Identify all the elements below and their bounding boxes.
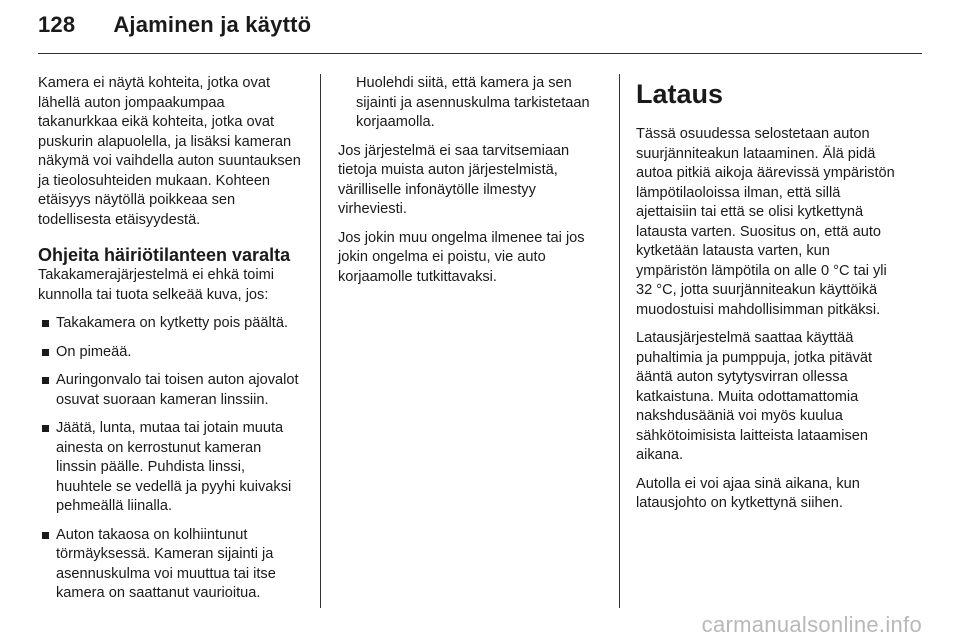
bullet-square-icon bbox=[42, 532, 49, 539]
column-divider bbox=[320, 74, 321, 608]
troubleshooting-heading: Ohjeita häiriötilanteen varalta bbox=[38, 245, 291, 265]
list-item: Takakamera on kytketty pois päältä. bbox=[38, 314, 304, 334]
troubleshooting-list bbox=[38, 314, 304, 604]
list-item: Auton takaosa on kolhiintunut törmäyksessä. Kameran sijainti ja asennuskulma voi muuttua tai itse kamera on saattanut vaurioitua. bbox=[38, 526, 304, 604]
bullet-square-icon bbox=[42, 349, 49, 356]
bullet-continuation: Huolehdi siitä, että kamera ja sen sijainti ja asennuskulma tarkistetaan korjaamolla. bbox=[356, 75, 590, 130]
bullet-square-icon bbox=[42, 425, 49, 432]
page-number: 128 bbox=[38, 12, 76, 37]
list-item: On pimeää. bbox=[38, 343, 304, 363]
column-divider bbox=[619, 74, 620, 608]
column-1 bbox=[38, 74, 304, 613]
info-paragraph: Jos järjestelmä ei saa tarvitsemiaan tietoja muista auton järjestelmistä, värilliselle infonäytölle ilmestyy virheviesti. bbox=[338, 142, 570, 217]
charging-heading: Lataus bbox=[636, 79, 724, 109]
watermark: carmanualsonline.info bbox=[701, 612, 922, 637]
bullet-square-icon bbox=[42, 320, 49, 327]
intro-paragraph: Kamera ei näytä kohteita, jotka ovat lähellä auton jompaakumpaa takanurkkaa eikä kohteita, jotka ovat puskurin alapuolella, ja lisäksi kameran näkymä voi vaihdella auton suuntauksen ja tieolosuhteiden mukaan. Kohteen etäisyys näytöllä poikkeaa sen todellisesta etäisyydestä. bbox=[38, 75, 301, 228]
list-item: Jäätä, lunta, mutaa tai jotain muuta ainesta on kerrostunut kameran linssin päälle. Puhdista linssi, huuhtele se vedellä ja pyyhi kuivaksi pehmeällä liinalla. bbox=[38, 419, 304, 517]
section-title: Ajaminen ja käyttö bbox=[113, 12, 312, 37]
page-header bbox=[38, 12, 311, 38]
charging-paragraph: Tässä osuudessa selostetaan auton suurjänniteakun lataaminen. Älä pidä autoa pitkiä aikoja äärevissä ympäristön lämpötilaoloissa ilman, että sillä ajettaisiin tai että se olisi kytkettynä latausta varten. Suositus on, että auto kytketään latausta varten, kun ympäristön lämpötila on alle 0 °C tai yli 32 °C, jotta suurjänniteakun käyttöikä muodostuisi mahdollisimman pitkäksi. bbox=[636, 126, 895, 318]
charging-paragraph: Latausjärjestelmä saattaa käyttää puhaltimia ja pumppuja, jotka pitävät ääntä auton sytytysvirran ollessa katkaistuna. Muita odottamattomia nakshdusääniä voi myös kuulua sähkötoimisista laitteista lataamisen aikana. bbox=[636, 330, 873, 463]
list-item: Auringonvalo tai toisen auton ajovalot osuvat suoraan kameran linssiin. bbox=[38, 371, 304, 410]
column-3 bbox=[636, 74, 904, 523]
charging-paragraph: Autolla ei voi ajaa sinä aikana, kun latausjohto on kytkettynä siihen. bbox=[636, 475, 860, 511]
troubleshooting-lead: Takakamerajärjestelmä ei ehkä toimi kunnolla tai tuota selkeää kuva, jos: bbox=[38, 267, 275, 303]
column-2 bbox=[338, 74, 604, 296]
header-rule bbox=[38, 53, 922, 54]
bullet-square-icon bbox=[42, 377, 49, 384]
info-paragraph: Jos jokin muu ongelma ilmenee tai jos jokin ongelma ei poistu, vie auto korjaamolle tutkittavaksi. bbox=[338, 229, 585, 285]
